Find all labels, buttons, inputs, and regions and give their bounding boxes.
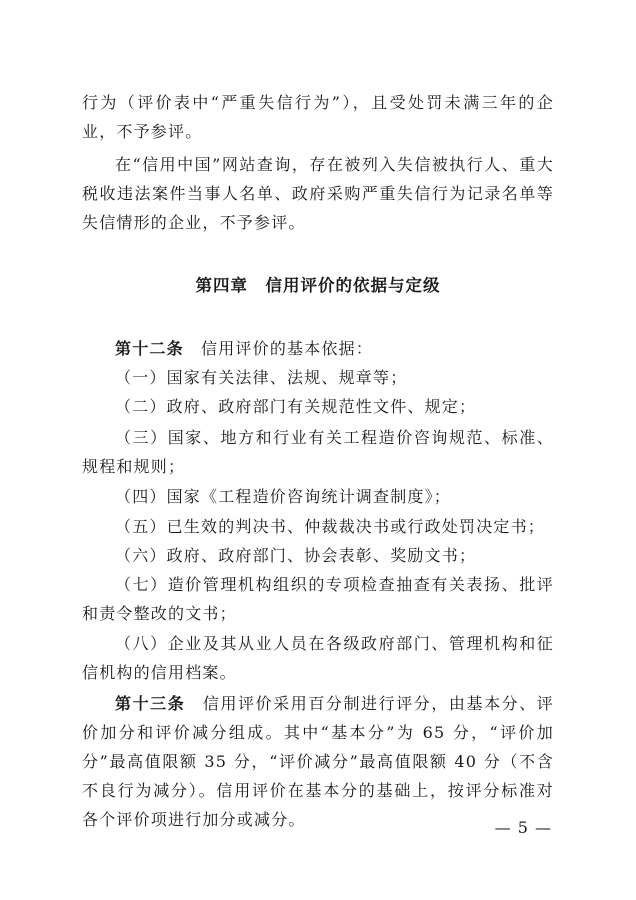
article-12-intro bbox=[82, 334, 554, 363]
article-12-item: （四）国家《工程造价咨询统计调查制度》； bbox=[115, 487, 452, 506]
article-12-item: （三）国家、地方和行业有关工程造价咨询规范、标准、规程和规则； bbox=[82, 428, 554, 476]
article-12-item: （五）已生效的判决书、仲裁裁决书或行政处罚决定书； bbox=[115, 517, 546, 536]
article-12-item: （一）国家有关法律、法规、规章等； bbox=[115, 368, 408, 387]
article-12-item: （二）政府、政府部门有关规范性文件、规定； bbox=[115, 397, 477, 416]
article-12-item: （八）企业及其从业人员在各级政府部门、管理机构和征信机构的信用档案。 bbox=[82, 634, 554, 682]
article-13-paragraph bbox=[82, 689, 554, 834]
article-13-heading: 第十三条 bbox=[115, 694, 186, 713]
article-12-item: （七）造价管理机构组织的专项检查抽查有关表扬、批评和责令整改的文书； bbox=[82, 575, 554, 623]
chapter-title: 第四章 信用评价的依据与定级 bbox=[195, 276, 441, 295]
paragraph-credit-china: 在“信用中国”网站查询，存在被列入失信被执行人、重大税收违法案件当事人名单、政府采购严重失信行为记录名单等失信情形的企业，不予参评。 bbox=[82, 155, 554, 232]
article-13-text: 信用评价采用百分制进行评分，由基本分、评价加分和评价减分组成。其中“基本分”为 65 分，“评价加分”最高值限额 35 分，“评价减分”最高值限额 40 分（不含不良行为减分）。信用评价在基本分的基础上，按评分标准对各个评价项进行加分或减分。 bbox=[82, 694, 555, 829]
article-12-text: 信用评价的基本依据： bbox=[183, 339, 374, 358]
article-12-item: （六）政府、政府部门、协会表彰、奖励文书； bbox=[115, 546, 477, 565]
page-number: — 5 — bbox=[494, 818, 552, 837]
paragraph-continued: 行为（评价表中“严重失信行为”），且受处罚未满三年的企业，不予参评。 bbox=[82, 93, 554, 141]
article-12-heading: 第十二条 bbox=[115, 339, 184, 358]
